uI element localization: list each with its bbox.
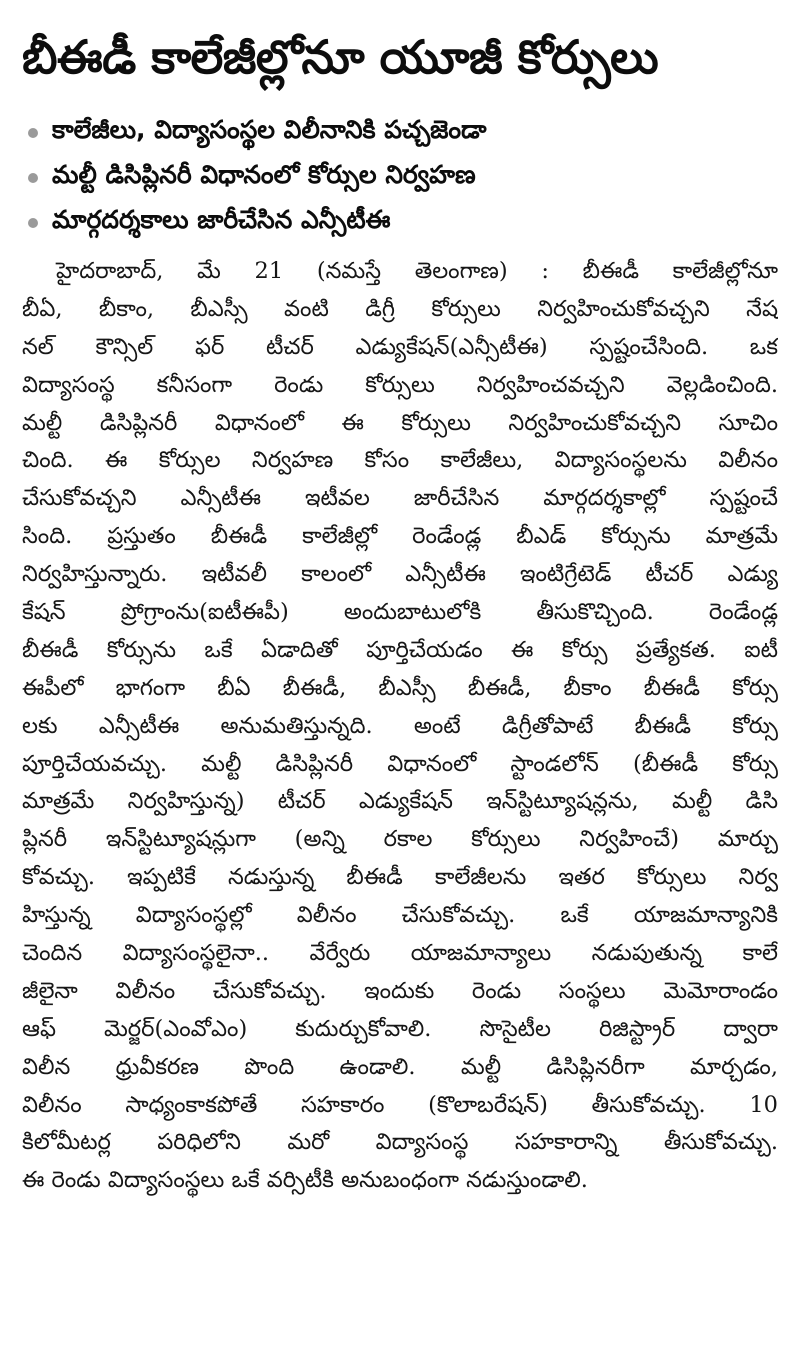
body-line: లకు ఎన్సీటీఈ అనుమతిస్తున్నది. అంటే డిగ్రీతోపాటే బీఈడీ కోర్సు <box>22 712 778 739</box>
highlight-item <box>22 110 778 155</box>
body-line: ఆఫ్ మెర్జర్(ఎంవోఎం) కుదుర్చుకోవాలి. సొసైటీల రిజిస్ట్రార్ ద్వారా <box>22 1015 778 1042</box>
headline: బీఈడీ కాలేజీల్లోనూ యూజీ కోర్సులు <box>22 30 659 84</box>
body-line: నిర్వహిస్తున్నారు. ఇటీవలీ కాలంలో ఎన్సీటీఈ ఇంటిగ్రేటెడ్ టీచర్ ఎడ్యు <box>22 561 778 588</box>
highlights-list <box>22 110 778 245</box>
body-line: సింది. ప్రస్తుతం బీఈడీ కాలేజీల్లో రెండేండ్ల బీఎడ్ కోర్సును మాత్రమే <box>22 523 778 550</box>
bullet-dot-icon <box>28 173 38 183</box>
highlight-item <box>22 155 778 200</box>
highlight-item <box>22 200 778 245</box>
body-line: విద్యాసంస్థ కనీసంగా రెండు కోర్సులు నిర్వహించవచ్చని వెల్లడించింది. <box>22 371 778 398</box>
highlight-text: కాలేజీలు, విద్యాసంస్థల విలీనానికి పచ్చజెండా <box>52 114 487 144</box>
body-line: ఈ రెండు విద్యాసంస్థలు ఒకే వర్సిటీకి అనుబంధంగా నడుస్తుండాలి. <box>22 1167 588 1194</box>
body-line: జీలైనా విలీనం చేసుకోవచ్చు. ఇందుకు రెండు సంస్థలు మెమోరాండం <box>22 977 778 1004</box>
body-line: ఈపీలో భాగంగా బీఏ బీఈడీ, బీఎస్సీ బీఈడీ, బీకాం బీఈడీ కోర్సు <box>22 674 778 701</box>
bullet-dot-icon <box>28 218 38 228</box>
body-line: మాత్రమే నిర్వహిస్తున్న) టీచర్ ఎడ్యుకేషన్ ఇన్‌స్టిట్యూషన్లను, మల్టీ డిసి <box>22 788 778 815</box>
body-line: కోవచ్చు. ఇప్పటికే నడుస్తున్న బీఈడీ కాలేజీలను ఇతర కోర్సులు నిర్వ <box>22 864 778 891</box>
body-line: ప్లినరీ ఇన్‌స్టిట్యూషన్లుగా (అన్ని రకాల కోర్సులు నిర్వహించే) మార్చు <box>22 826 778 853</box>
body-line: చింది. ఈ కోర్సుల నిర్వహణ కోసం కాలేజీలు, విద్యాసంస్థలను విలీనం <box>22 447 778 474</box>
highlight-text: మల్టీ డిసిప్లినరీ విధానంలో కోర్సుల నిర్వహణ <box>52 159 476 189</box>
body-line: హైదరాబాద్, మే 21 (నమస్తే తెలంగాణ) : బీఈడీ కాలేజీల్లోనూ <box>56 258 778 284</box>
body-line: హిస్తున్న విద్యాసంస్థల్లో విలీనం చేసుకోవచ్చు. ఒకే యాజమాన్యానికి <box>22 902 778 929</box>
body-line: చెందిన విద్యాసంస్థలైనా.. వేర్వేరు యాజమాన్యాలు నడుపుతున్న కాలే <box>22 940 778 967</box>
body-line: బీఈడీ కోర్సును ఒకే ఏడాదితో పూర్తిచేయడం ఈ కోర్సు ప్రత్యేకత. ఐటీ <box>22 636 778 663</box>
body-line: కిలోమీటర్ల పరిధిలోని మరో విద్యాసంస్థ సహకారాన్ని తీసుకోవచ్చు. <box>22 1129 778 1156</box>
body-line: పూర్తిచేయవచ్చు. మల్టీ డిసిప్లినరీ విధానంలో స్టాండలోన్ (బీఈడీ కోర్సు <box>22 750 778 777</box>
body-line: నల్ కౌన్సిల్ ఫర్ టీచర్ ఎడ్యుకేషన్(ఎన్సీటీఈ) స్పష్టంచేసింది. ఒక <box>22 333 778 360</box>
body-line: కేషన్ ప్రోగ్రాంను(ఐటీఈపీ) అందుబాటులోకి తీసుకొచ్చింది. రెండేండ్ల <box>22 599 778 626</box>
body-line: విలీనం సాధ్యంకాకపోతే సహకారం (కొలాబరేషన్) తీసుకోవచ్చు. 10 <box>22 1091 778 1118</box>
body-line: మల్టీ డిసిప్లినరీ విధానంలో ఈ కోర్సులు నిర్వహించుకోవచ్చని సూచిం <box>22 409 778 436</box>
article-body <box>22 253 778 1200</box>
highlight-text: మార్గదర్శకాలు జారీచేసిన ఎన్సీటీఈ <box>52 204 391 234</box>
body-line: విలీన ధ్రువీకరణ పొంది ఉండాలి. మల్టీ డిసిప్లినరీగా మార్చడం, <box>22 1053 778 1080</box>
bullet-dot-icon <box>28 128 38 138</box>
body-line: బీఏ, బీకాం, బీఎస్సీ వంటి డిగ్రీ కోర్సులు నిర్వహించుకోవచ్చని నేష <box>22 295 778 322</box>
body-line: చేసుకోవచ్చని ఎన్సీటీఈ ఇటీవల జారీచేసిన మార్గదర్శకాల్లో స్పష్టంచే <box>22 485 778 512</box>
